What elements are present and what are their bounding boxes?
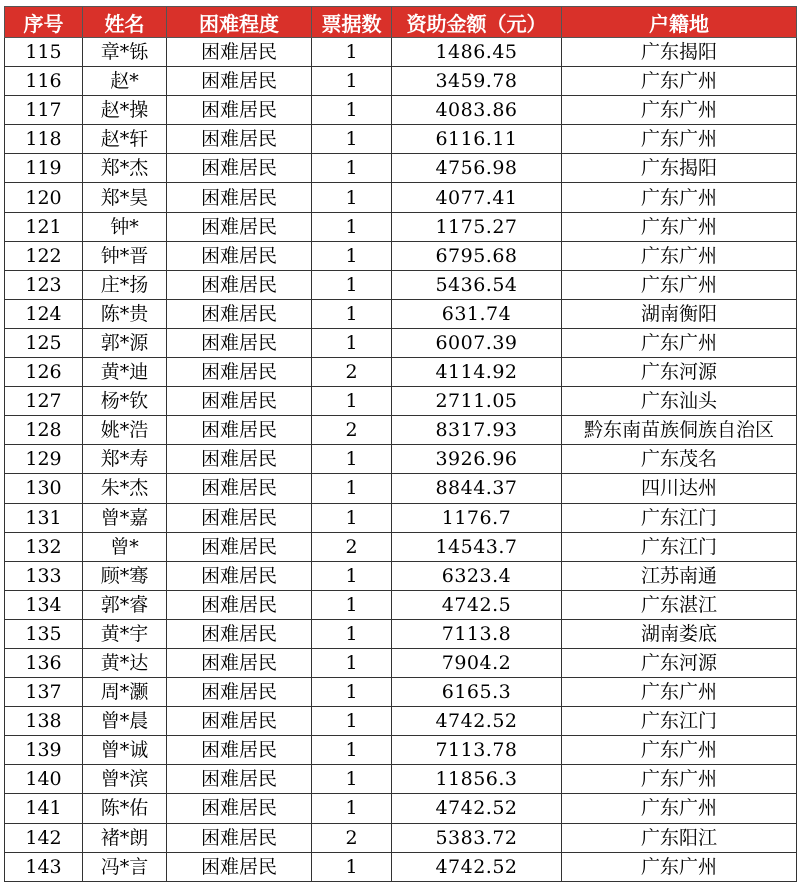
table-row	[5, 474, 797, 503]
cell-residence: 广东广州	[562, 241, 797, 270]
table-row	[5, 707, 797, 736]
cell-name: 褚*朗	[83, 823, 167, 852]
cell-index: 120	[5, 183, 83, 212]
cell-name: 郑*寿	[83, 445, 167, 474]
cell-index: 135	[5, 619, 83, 648]
table-row	[5, 532, 797, 561]
cell-difficulty: 困难居民	[167, 67, 312, 96]
cell-difficulty: 困难居民	[167, 532, 312, 561]
subsidy-table	[4, 6, 797, 882]
cell-receipts: 1	[312, 445, 392, 474]
cell-receipts: 1	[312, 212, 392, 241]
cell-name: 杨*钦	[83, 387, 167, 416]
cell-receipts: 1	[312, 678, 392, 707]
cell-amount: 3459.78	[392, 67, 562, 96]
cell-receipts: 1	[312, 561, 392, 590]
cell-difficulty: 困难居民	[167, 474, 312, 503]
table-row	[5, 416, 797, 445]
cell-amount: 8317.93	[392, 416, 562, 445]
cell-name: 陈*佑	[83, 794, 167, 823]
cell-amount: 7904.2	[392, 648, 562, 677]
cell-receipts: 1	[312, 270, 392, 299]
cell-index: 143	[5, 852, 83, 881]
cell-receipts: 1	[312, 387, 392, 416]
table-row	[5, 678, 797, 707]
cell-name: 黄*迪	[83, 358, 167, 387]
cell-index: 130	[5, 474, 83, 503]
cell-receipts: 1	[312, 299, 392, 328]
cell-name: 周*灏	[83, 678, 167, 707]
cell-residence: 广东江门	[562, 532, 797, 561]
cell-residence: 湖南衡阳	[562, 299, 797, 328]
cell-residence: 广东广州	[562, 212, 797, 241]
cell-receipts: 1	[312, 648, 392, 677]
cell-receipts: 1	[312, 852, 392, 881]
cell-index: 128	[5, 416, 83, 445]
cell-index: 141	[5, 794, 83, 823]
cell-residence: 广东广州	[562, 270, 797, 299]
cell-name: 郭*源	[83, 328, 167, 357]
cell-difficulty: 困难居民	[167, 794, 312, 823]
cell-name: 曾*	[83, 532, 167, 561]
cell-receipts: 1	[312, 38, 392, 67]
table-row	[5, 852, 797, 881]
cell-index: 134	[5, 590, 83, 619]
cell-index: 118	[5, 125, 83, 154]
cell-index: 129	[5, 445, 83, 474]
cell-residence: 广东江门	[562, 707, 797, 736]
cell-amount: 6795.68	[392, 241, 562, 270]
cell-amount: 4742.5	[392, 590, 562, 619]
cell-index: 127	[5, 387, 83, 416]
table-row	[5, 590, 797, 619]
cell-difficulty: 困难居民	[167, 416, 312, 445]
cell-name: 冯*言	[83, 852, 167, 881]
header-receipts: 票据数	[312, 7, 392, 38]
cell-receipts: 1	[312, 765, 392, 794]
cell-difficulty: 困难居民	[167, 736, 312, 765]
cell-amount: 6007.39	[392, 328, 562, 357]
cell-name: 郑*杰	[83, 154, 167, 183]
cell-amount: 5383.72	[392, 823, 562, 852]
cell-amount: 4077.41	[392, 183, 562, 212]
cell-index: 123	[5, 270, 83, 299]
cell-difficulty: 困难居民	[167, 96, 312, 125]
cell-name: 顾*骞	[83, 561, 167, 590]
cell-index: 117	[5, 96, 83, 125]
table-row	[5, 765, 797, 794]
cell-difficulty: 困难居民	[167, 270, 312, 299]
cell-name: 姚*浩	[83, 416, 167, 445]
cell-difficulty: 困难居民	[167, 358, 312, 387]
cell-difficulty: 困难居民	[167, 183, 312, 212]
cell-residence: 广东揭阳	[562, 154, 797, 183]
cell-receipts: 1	[312, 96, 392, 125]
cell-difficulty: 困难居民	[167, 328, 312, 357]
cell-residence: 四川达州	[562, 474, 797, 503]
cell-receipts: 1	[312, 154, 392, 183]
table-row	[5, 387, 797, 416]
cell-residence: 广东广州	[562, 794, 797, 823]
cell-amount: 1486.45	[392, 38, 562, 67]
table-row	[5, 241, 797, 270]
cell-amount: 6116.11	[392, 125, 562, 154]
cell-difficulty: 困难居民	[167, 648, 312, 677]
cell-index: 116	[5, 67, 83, 96]
cell-residence: 江苏南通	[562, 561, 797, 590]
cell-amount: 1176.7	[392, 503, 562, 532]
cell-name: 赵*轩	[83, 125, 167, 154]
cell-difficulty: 困难居民	[167, 241, 312, 270]
header-difficulty: 困难程度	[167, 7, 312, 38]
cell-name: 郑*昊	[83, 183, 167, 212]
cell-index: 137	[5, 678, 83, 707]
cell-difficulty: 困难居民	[167, 387, 312, 416]
cell-difficulty: 困难居民	[167, 852, 312, 881]
cell-name: 庄*扬	[83, 270, 167, 299]
cell-residence: 广东广州	[562, 125, 797, 154]
cell-amount: 7113.78	[392, 736, 562, 765]
cell-residence: 广东河源	[562, 358, 797, 387]
cell-receipts: 1	[312, 474, 392, 503]
table-row	[5, 38, 797, 67]
cell-amount: 4742.52	[392, 707, 562, 736]
cell-amount: 4742.52	[392, 794, 562, 823]
cell-residence: 广东广州	[562, 183, 797, 212]
cell-receipts: 2	[312, 823, 392, 852]
cell-index: 138	[5, 707, 83, 736]
cell-residence: 广东广州	[562, 678, 797, 707]
cell-amount: 4083.86	[392, 96, 562, 125]
cell-difficulty: 困难居民	[167, 445, 312, 474]
cell-amount: 1175.27	[392, 212, 562, 241]
table-row	[5, 561, 797, 590]
cell-name: 钟*	[83, 212, 167, 241]
cell-amount: 14543.7	[392, 532, 562, 561]
table-row	[5, 648, 797, 677]
cell-amount: 4742.52	[392, 852, 562, 881]
cell-receipts: 1	[312, 125, 392, 154]
header-name: 姓名	[83, 7, 167, 38]
cell-index: 115	[5, 38, 83, 67]
cell-difficulty: 困难居民	[167, 503, 312, 532]
cell-amount: 7113.8	[392, 619, 562, 648]
cell-name: 曾*诚	[83, 736, 167, 765]
table-row	[5, 67, 797, 96]
cell-residence: 广东广州	[562, 67, 797, 96]
table-row	[5, 96, 797, 125]
table-row	[5, 736, 797, 765]
table-row	[5, 183, 797, 212]
cell-amount: 4114.92	[392, 358, 562, 387]
cell-receipts: 1	[312, 183, 392, 212]
cell-amount: 11856.3	[392, 765, 562, 794]
cell-name: 曾*滨	[83, 765, 167, 794]
cell-amount: 3926.96	[392, 445, 562, 474]
cell-residence: 广东阳江	[562, 823, 797, 852]
cell-receipts: 1	[312, 736, 392, 765]
cell-name: 钟*晋	[83, 241, 167, 270]
cell-difficulty: 困难居民	[167, 590, 312, 619]
cell-name: 陈*贵	[83, 299, 167, 328]
cell-name: 黄*宇	[83, 619, 167, 648]
header-index: 序号	[5, 7, 83, 38]
cell-index: 136	[5, 648, 83, 677]
table-row	[5, 154, 797, 183]
cell-name: 赵*	[83, 67, 167, 96]
cell-amount: 6165.3	[392, 678, 562, 707]
cell-residence: 广东茂名	[562, 445, 797, 474]
cell-residence: 湖南娄底	[562, 619, 797, 648]
cell-residence: 广东湛江	[562, 590, 797, 619]
cell-difficulty: 困难居民	[167, 154, 312, 183]
table-row	[5, 794, 797, 823]
cell-receipts: 1	[312, 503, 392, 532]
cell-name: 黄*达	[83, 648, 167, 677]
cell-index: 124	[5, 299, 83, 328]
cell-name: 郭*睿	[83, 590, 167, 619]
cell-difficulty: 困难居民	[167, 765, 312, 794]
cell-difficulty: 困难居民	[167, 619, 312, 648]
cell-residence: 广东广州	[562, 736, 797, 765]
cell-amount: 5436.54	[392, 270, 562, 299]
cell-index: 133	[5, 561, 83, 590]
cell-receipts: 2	[312, 358, 392, 387]
table-row	[5, 619, 797, 648]
cell-receipts: 1	[312, 67, 392, 96]
cell-residence: 广东河源	[562, 648, 797, 677]
cell-index: 126	[5, 358, 83, 387]
cell-difficulty: 困难居民	[167, 38, 312, 67]
cell-difficulty: 困难居民	[167, 823, 312, 852]
cell-index: 121	[5, 212, 83, 241]
cell-receipts: 1	[312, 619, 392, 648]
cell-index: 140	[5, 765, 83, 794]
cell-difficulty: 困难居民	[167, 299, 312, 328]
cell-residence: 广东广州	[562, 328, 797, 357]
cell-name: 朱*杰	[83, 474, 167, 503]
cell-name: 曾*晨	[83, 707, 167, 736]
table-row	[5, 125, 797, 154]
table-row	[5, 823, 797, 852]
cell-difficulty: 困难居民	[167, 212, 312, 241]
cell-receipts: 2	[312, 416, 392, 445]
cell-receipts: 1	[312, 707, 392, 736]
cell-difficulty: 困难居民	[167, 561, 312, 590]
cell-amount: 8844.37	[392, 474, 562, 503]
cell-receipts: 1	[312, 241, 392, 270]
table-row	[5, 212, 797, 241]
table-row	[5, 328, 797, 357]
header-row	[5, 7, 797, 38]
cell-index: 122	[5, 241, 83, 270]
cell-index: 131	[5, 503, 83, 532]
cell-difficulty: 困难居民	[167, 678, 312, 707]
cell-receipts: 2	[312, 532, 392, 561]
cell-residence: 广东揭阳	[562, 38, 797, 67]
cell-index: 125	[5, 328, 83, 357]
cell-receipts: 1	[312, 328, 392, 357]
header-residence: 户籍地	[562, 7, 797, 38]
table-header	[5, 7, 797, 38]
cell-difficulty: 困难居民	[167, 125, 312, 154]
cell-index: 132	[5, 532, 83, 561]
cell-residence: 广东汕头	[562, 387, 797, 416]
cell-name: 曾*嘉	[83, 503, 167, 532]
table-row	[5, 445, 797, 474]
cell-residence: 黔东南苗族侗族自治区	[562, 416, 797, 445]
cell-difficulty: 困难居民	[167, 707, 312, 736]
table-row	[5, 270, 797, 299]
cell-receipts: 1	[312, 794, 392, 823]
cell-amount: 631.74	[392, 299, 562, 328]
cell-index: 119	[5, 154, 83, 183]
cell-residence: 广东广州	[562, 765, 797, 794]
cell-amount: 2711.05	[392, 387, 562, 416]
cell-name: 赵*操	[83, 96, 167, 125]
table-row	[5, 358, 797, 387]
cell-receipts: 1	[312, 590, 392, 619]
cell-name: 章*铄	[83, 38, 167, 67]
cell-index: 142	[5, 823, 83, 852]
cell-amount: 6323.4	[392, 561, 562, 590]
table-row	[5, 503, 797, 532]
cell-residence: 广东江门	[562, 503, 797, 532]
table-row	[5, 299, 797, 328]
cell-index: 139	[5, 736, 83, 765]
cell-residence: 广东广州	[562, 852, 797, 881]
cell-residence: 广东广州	[562, 96, 797, 125]
cell-amount: 4756.98	[392, 154, 562, 183]
table-body	[5, 38, 797, 882]
header-amount: 资助金额（元）	[392, 7, 562, 38]
